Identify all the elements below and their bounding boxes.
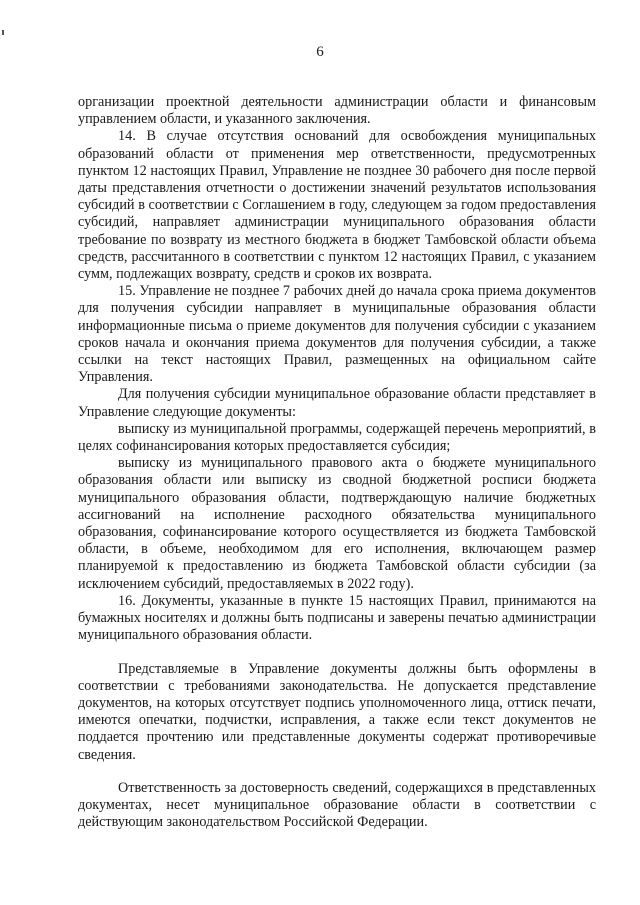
paragraph-responsibility: Ответственность за достоверность сведений, содержащихся в представленных документах, несет муниципальное образование области в соответствии с действующим законодательством Российской Федерации.: [78, 779, 596, 831]
paragraph-document-requirements: Представляемые в Управление документы должны быть оформлены в соответствии с требованиями законодательства. Не допускается представление документов, на которых отсутствует подпись уполномоченного лица, оттиск печати, имеются опечатки, подчистки, исправления, а также если текст документов не поддается прочтению или представленные документы содержат противоречивые сведения.: [78, 660, 596, 763]
paragraph-item-16: 16. Документы, указанные в пункте 15 настоящих Правил, принимаются на бумажных носителях и должны быть подписаны и заверены печатью администрации муниципального образования области.: [78, 592, 596, 644]
paragraph-continuation: организации проектной деятельности администрации области и финансовым управлением области, и указанного заключения.: [78, 94, 596, 128]
paragraph-item-14: 14. В случае отсутствия оснований для освобождения муниципальных образований области от применения мер ответственности, предусмотренных пунктом 12 настоящих Правил, Управление не позднее 30 рабочего дня после первой даты представления отчетности о достижении значений результатов использования субсидий в соответствии с Соглашением в году, следующем за годом предоставления субсидий, направляет администрации муниципального образования области требование по возврату из местного бюджета в бюджет Тамбовской области объема средств, рассчитанного в соответствии с пунктом 12 настоящих Правил, с указанием сумм, подлежащих возврату, средств и сроков их возврата.: [78, 128, 596, 283]
paragraph-documents-intro: Для получения субсидии муниципальное образование области представляет в Управление следующие документы:: [78, 386, 596, 420]
paragraph-budget-extract: выписку из муниципального правового акта о бюджете муниципального образования области или выписку из сводной бюджетной росписи бюджета муниципального образования области, подтверждающую наличие бюджетных ассигнований на исполнение расходного обязательства муниципального образования, софинансирование которого осуществляется из бюджета Тамбовской области, в объеме, необходимом для его исполнения, включающем размер планируемой к предоставлению из бюджета Тамбовской области субсидии (за исключением субсидий, предоставляемых в 2022 году).: [78, 455, 596, 592]
scan-margin-mark: [2, 30, 4, 35]
page-number: 6: [316, 44, 324, 60]
paragraph-item-15: 15. Управление не позднее 7 рабочих дней до начала срока приема документов для получения субсидии направляет в муниципальные образования области информационные письма о приеме документов для получения субсидии с указанием сроков начала и окончания приема документов для получения субсидии, а также ссылки на текст настоящих Правил, размещенных на официальном сайте Управления.: [78, 283, 596, 386]
document-body: [78, 94, 596, 831]
paragraph-program-extract: выписку из муниципальной программы, содержащей перечень мероприятий, в целях софинансирования которых предоставляется субсидия;: [78, 420, 596, 455]
